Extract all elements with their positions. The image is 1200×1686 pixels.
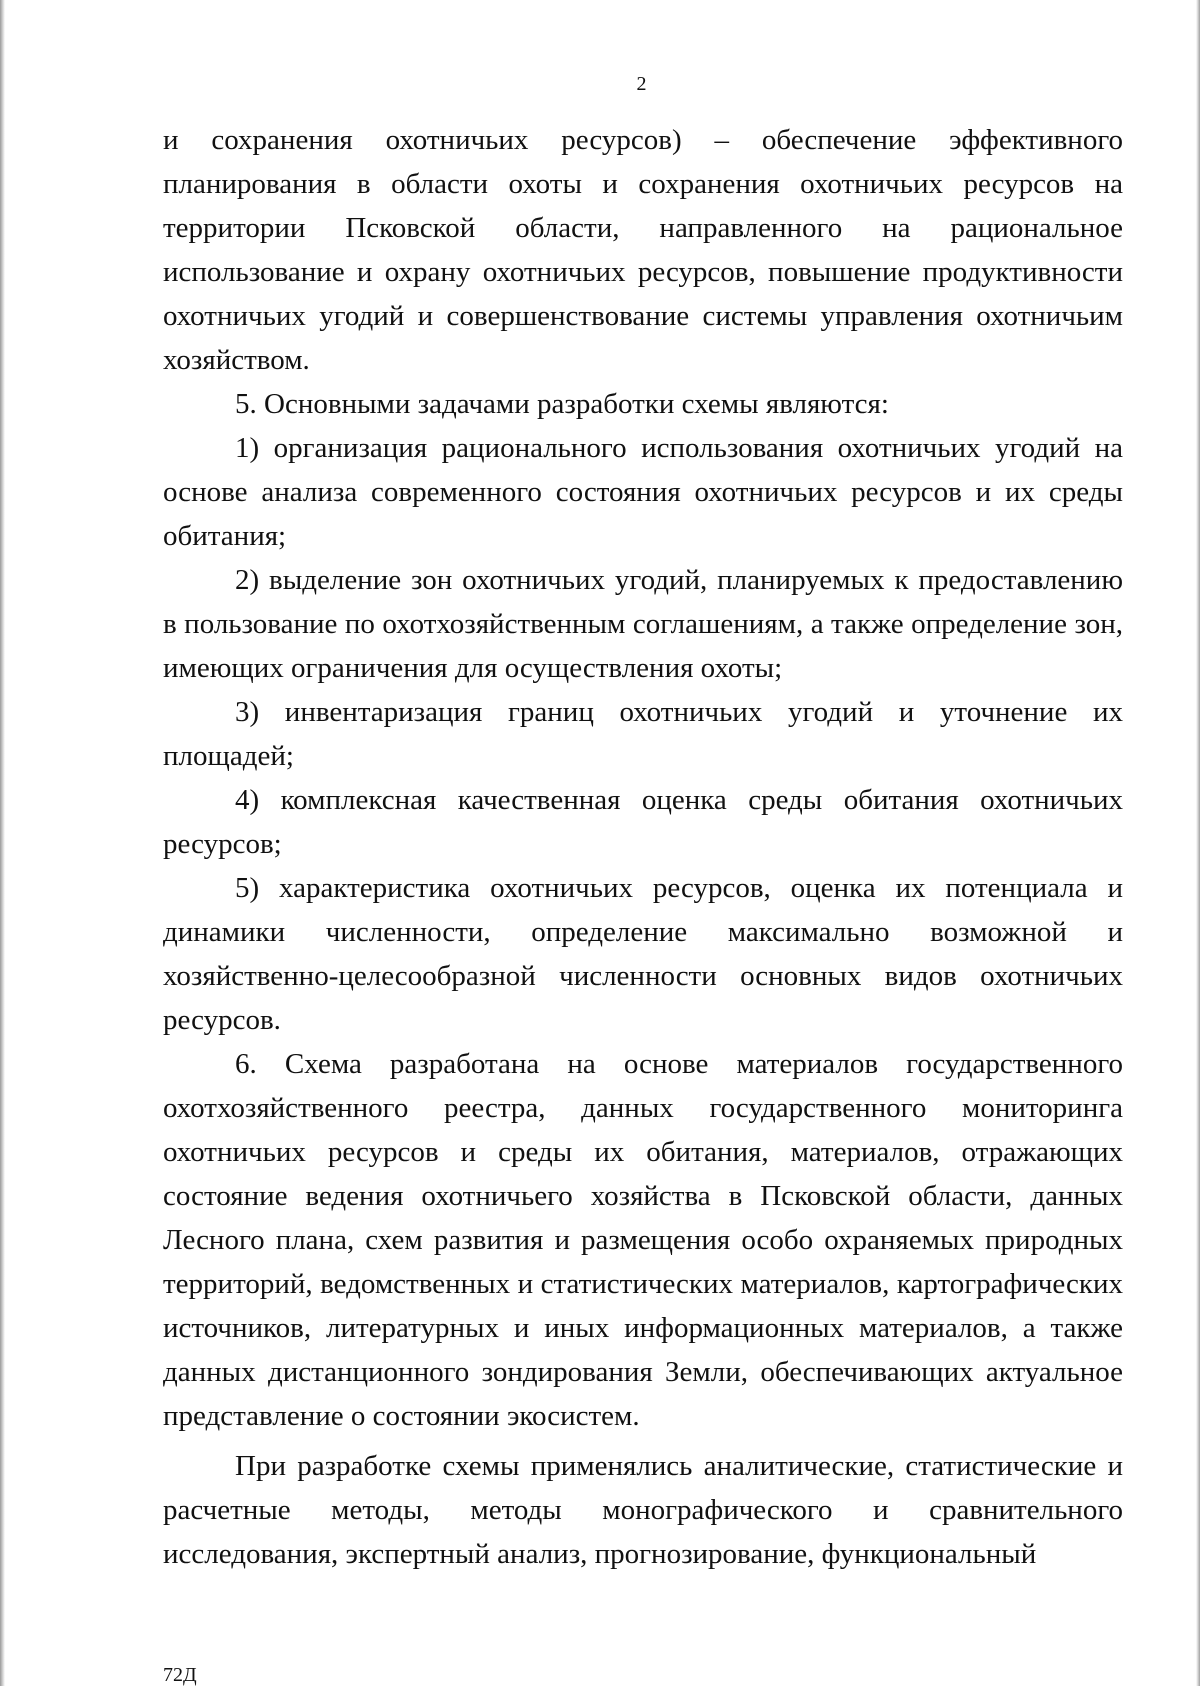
paragraph-goal-continuation: и сохранения охотничьих ресурсов) – обеспечение эффективного планирования в области охоты и сохранения охотничьих ресурсов на территории Псковской области, направленного на рациональное использование и охрану охотничьих ресурсов, повышение продуктивности охотничьих угодий и совершенствование системы управления охотничьим хозяйством. (163, 124, 1123, 376)
scan-edge-left (0, 0, 5, 1686)
list-item-task-4: 4) комплексная качественная оценка среды обитания охотничьих ресурсов; (163, 784, 1123, 860)
list-item-task-1: 1) организация рационального использования охотничьих угодий на основе анализа современного состояния охотничьих ресурсов и их среды обитания; (163, 432, 1123, 552)
paragraph-methods: При разработке схемы применялись аналитические, статистические и расчетные методы, методы монографического и сравнительного исследования, экспертный анализ, прогнозирование, функциональный (163, 1450, 1123, 1570)
paragraph-sources: 6. Схема разработана на основе материалов государственного охотхозяйственного реестра, данных государственного мониторинга охотничьих ресурсов и среды их обитания, материалов, отражающих состояние ведения охотничьего хозяйства в Псковской области, данных Лесного плана, схем развития и размещения особо охраняемых природных территорий, ведомственных и статистических материалов, картографических источников, литературных и иных информационных материалов, а также данных дистанционного зондирования Земли, обеспечивающих актуальное представление о состоянии экосистем. (163, 1048, 1123, 1432)
scan-edge-right (1196, 0, 1200, 1686)
paragraph-tasks-heading: 5. Основными задачами разработки схемы являются: (235, 388, 889, 420)
list-item-task-3: 3) инвентаризация границ охотничьих угодий и уточнение их площадей; (163, 696, 1123, 772)
page-number: 2 (636, 73, 647, 95)
footer-document-code: 72Д (163, 1664, 197, 1686)
list-item-task-2: 2) выделение зон охотничьих угодий, планируемых к предоставлению в пользование по охотхозяйственным соглашениям, а также определение зон, имеющих ограничения для осуществления охоты; (163, 564, 1123, 684)
list-item-task-5: 5) характеристика охотничьих ресурсов, оценка их потенциала и динамики численности, определение максимально возможной и хозяйственно-целесообразной численности основных видов охотничьих ресурсов. (163, 872, 1123, 1036)
document-body (163, 118, 1123, 1576)
